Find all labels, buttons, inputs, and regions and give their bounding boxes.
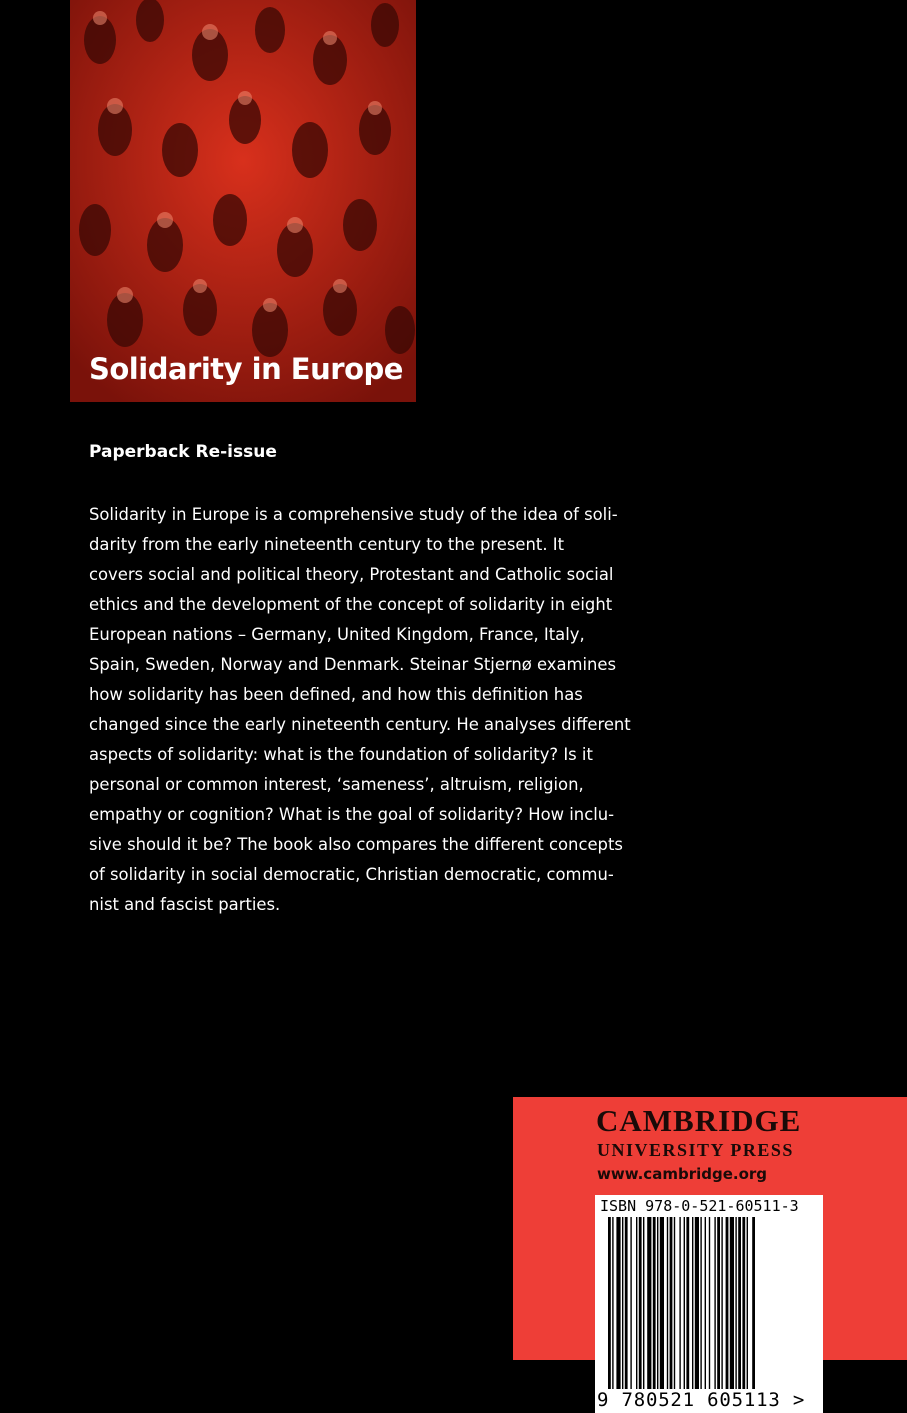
barcode-box xyxy=(595,1195,823,1413)
barcode-bar xyxy=(726,1217,729,1389)
barcode-bar xyxy=(684,1217,685,1389)
barcode-bar xyxy=(700,1217,701,1389)
barcode-bar xyxy=(752,1217,755,1389)
barcode-bar xyxy=(612,1217,613,1389)
barcode-bar xyxy=(742,1217,745,1389)
barcode-bar xyxy=(735,1217,736,1389)
blurb-line: darity from the early nineteenth century to the present. It xyxy=(89,535,564,554)
blurb-line: covers social and political theory, Protestant and Catholic social xyxy=(89,565,614,584)
barcode-bar xyxy=(643,1217,644,1389)
barcode-bar xyxy=(622,1217,623,1389)
blurb-line: ethics and the development of the concept of solidarity in eight xyxy=(89,595,613,614)
barcode-bar xyxy=(660,1217,664,1389)
barcode-bar xyxy=(686,1217,689,1389)
barcode-bar xyxy=(639,1217,642,1389)
barcode-bar xyxy=(630,1217,631,1389)
blurb-line: of solidarity in social democratic, Christian democratic, commu- xyxy=(89,865,614,884)
blurb-line: European nations – Germany, United Kingdom, France, Italy, xyxy=(89,625,585,644)
book-title: Solidarity in Europe xyxy=(89,352,403,386)
barcode-bar xyxy=(625,1217,628,1389)
barcode-bar xyxy=(616,1217,620,1389)
blurb-line: personal or common interest, ‘sameness’, altruism, religion, xyxy=(89,775,584,794)
edition-label: Paperback Re-issue xyxy=(89,442,277,462)
barcode-bar xyxy=(730,1217,734,1389)
blurb-line: sive should it be? The book also compares the different concepts xyxy=(89,835,623,854)
barcode-bar xyxy=(721,1217,722,1389)
barcode-bar xyxy=(717,1217,720,1389)
barcode-bar xyxy=(709,1217,710,1389)
book-description xyxy=(89,500,631,920)
barcode-bar xyxy=(653,1217,656,1389)
blurb-line: Spain, Sweden, Norway and Denmark. Steinar Stjernø examines xyxy=(89,655,617,674)
publisher-subname: UNIVERSITY PRESS xyxy=(597,1140,794,1160)
blurb-line: how solidarity has been defined, and how this definition has xyxy=(89,685,583,704)
publisher-website[interactable]: www.cambridge.org xyxy=(597,1165,768,1183)
barcode-bar xyxy=(714,1217,715,1389)
barcode-bar xyxy=(670,1217,673,1389)
barcode-icon xyxy=(608,1217,808,1389)
publisher-box xyxy=(513,1097,907,1411)
crowd-image xyxy=(70,0,416,402)
cover-photo xyxy=(70,0,416,402)
barcode-bar xyxy=(667,1217,668,1389)
barcode-bar xyxy=(679,1217,680,1389)
barcode-bar xyxy=(705,1217,706,1389)
blurb-line: Solidarity in Europe is a comprehensive study of the idea of soli- xyxy=(89,505,618,524)
barcode-number: 9 780521 605113 > xyxy=(597,1389,806,1411)
barcode-bar xyxy=(747,1217,748,1389)
barcode-bar xyxy=(608,1217,611,1389)
barcode-bar xyxy=(674,1217,675,1389)
blurb-line: changed since the early nineteenth century. He analyses different xyxy=(89,715,631,734)
barcode-bar xyxy=(657,1217,658,1389)
barcode-bar xyxy=(738,1217,741,1389)
barcode-bar xyxy=(695,1217,699,1389)
blurb-line: aspects of solidarity: what is the foundation of solidarity? Is it xyxy=(89,745,593,764)
barcode-bar xyxy=(647,1217,651,1389)
blurb-line: empathy or cognition? What is the goal of solidarity? How inclu- xyxy=(89,805,615,824)
barcode-bar xyxy=(636,1217,637,1389)
publisher-name: CAMBRIDGE xyxy=(596,1103,802,1138)
barcode-bar xyxy=(692,1217,693,1389)
isbn-label: ISBN 978-0-521-60511-3 xyxy=(600,1197,799,1215)
blurb-line: nist and fascist parties. xyxy=(89,895,281,914)
